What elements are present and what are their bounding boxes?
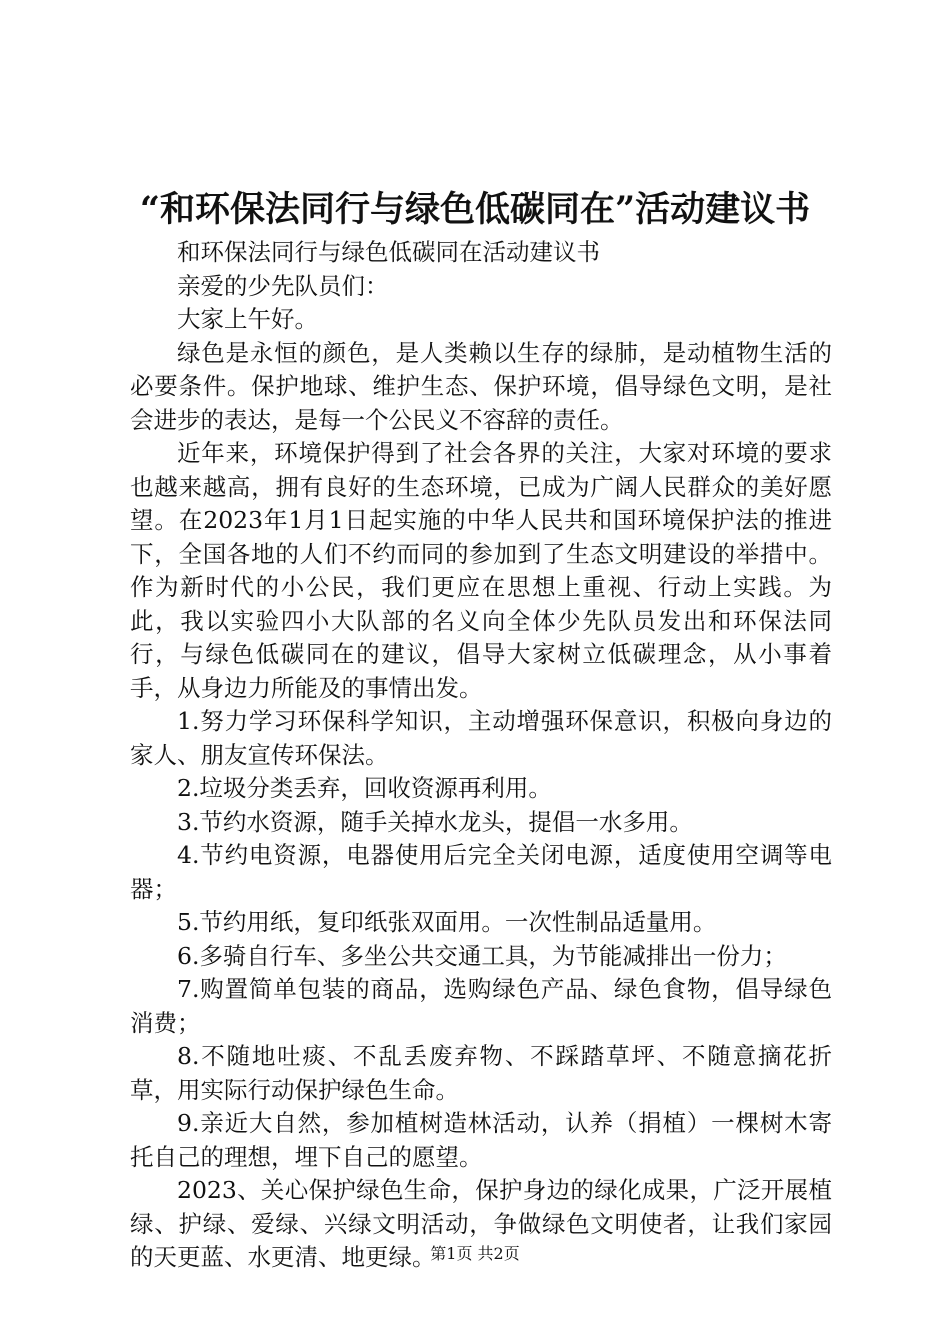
paragraph-background: 近年来，环境保护得到了社会各界的关注，大家对环境的要求也越来越高，拥有良好的生态环境，已成为广阔人民群众的美好愿望。在2023年1月1日起实施的中华人民共和国环境保护法的推进下，全国各地的人们不约而同的参加到了生态文明建设的举措中。作为新时代的小公民，我们更应在思想上重视、行动上实践。为此，我以实验四小大队部的名义向全体少先队员发出和环保法同行，与绿色低碳同在的建议，倡导大家树立低碳理念，从小事着手，从身边力所能及的事情出发。 (130, 439, 832, 702)
list-item-3: 3.节约水资源，随手关掉水龙头，提倡一水多用。 (177, 807, 693, 836)
page-footer: 第1页 共2页 (430, 1244, 520, 1263)
list-item-4: 4.节约电资源，电器使用后完全关闭电源，适度使用空调等电器； (130, 841, 832, 903)
list-item-8: 8.不随地吐痰、不乱丢废弃物、不踩踏草坪、不随意摘花折草，用实际行动保护绿色生命。 (130, 1042, 832, 1104)
list-item-2: 2.垃圾分类丢弃，回收资源再利用。 (177, 774, 552, 802)
document-body (130, 236, 832, 1275)
document-title: “和环保法同行与绿色低碳同在”活动建议书 (139, 189, 811, 230)
list-item-7: 7.购置简单包装的商品，选购绿色产品、绿色食物，倡导绿色消费； (130, 975, 832, 1037)
list-item-6: 6.多骑自行车、多坐公共交通工具，为节能减排出一份力； (177, 941, 787, 970)
paragraph-subtitle: 和环保法同行与绿色低碳同在活动建议书 (177, 238, 600, 266)
paragraph-greeting: 大家上午好。 (177, 305, 318, 333)
list-item-9: 9.亲近大自然，参加植树造林活动，认养（捐植）一棵树木寄托自己的理想，埋下自己的愿望。 (130, 1109, 832, 1171)
list-item-5: 5.节约用纸，复印纸张双面用。一次性制品适量用。 (177, 908, 717, 936)
paragraph-intro: 绿色是永恒的颜色，是人类赖以生存的绿肺，是动植物生活的必要条件。保护地球、维护生态、保护环境，倡导绿色文明，是社会进步的表达，是每一个公民义不容辞的责任。 (130, 338, 832, 434)
paragraph-salutation: 亲爱的少先队员们： (177, 271, 389, 300)
list-item-1: 1.努力学习环保科学知识，主动增强环保意识，积极向身边的家人、朋友宣传环保法。 (130, 707, 832, 769)
list-item-10: 2023、关心保护绿色生命，保护身边的绿化成果，广泛开展植绿、护绿、爱绿、兴绿文明活动，争做绿色文明使者，让我们家园的天更蓝、水更清、地更绿。 (130, 1176, 832, 1271)
